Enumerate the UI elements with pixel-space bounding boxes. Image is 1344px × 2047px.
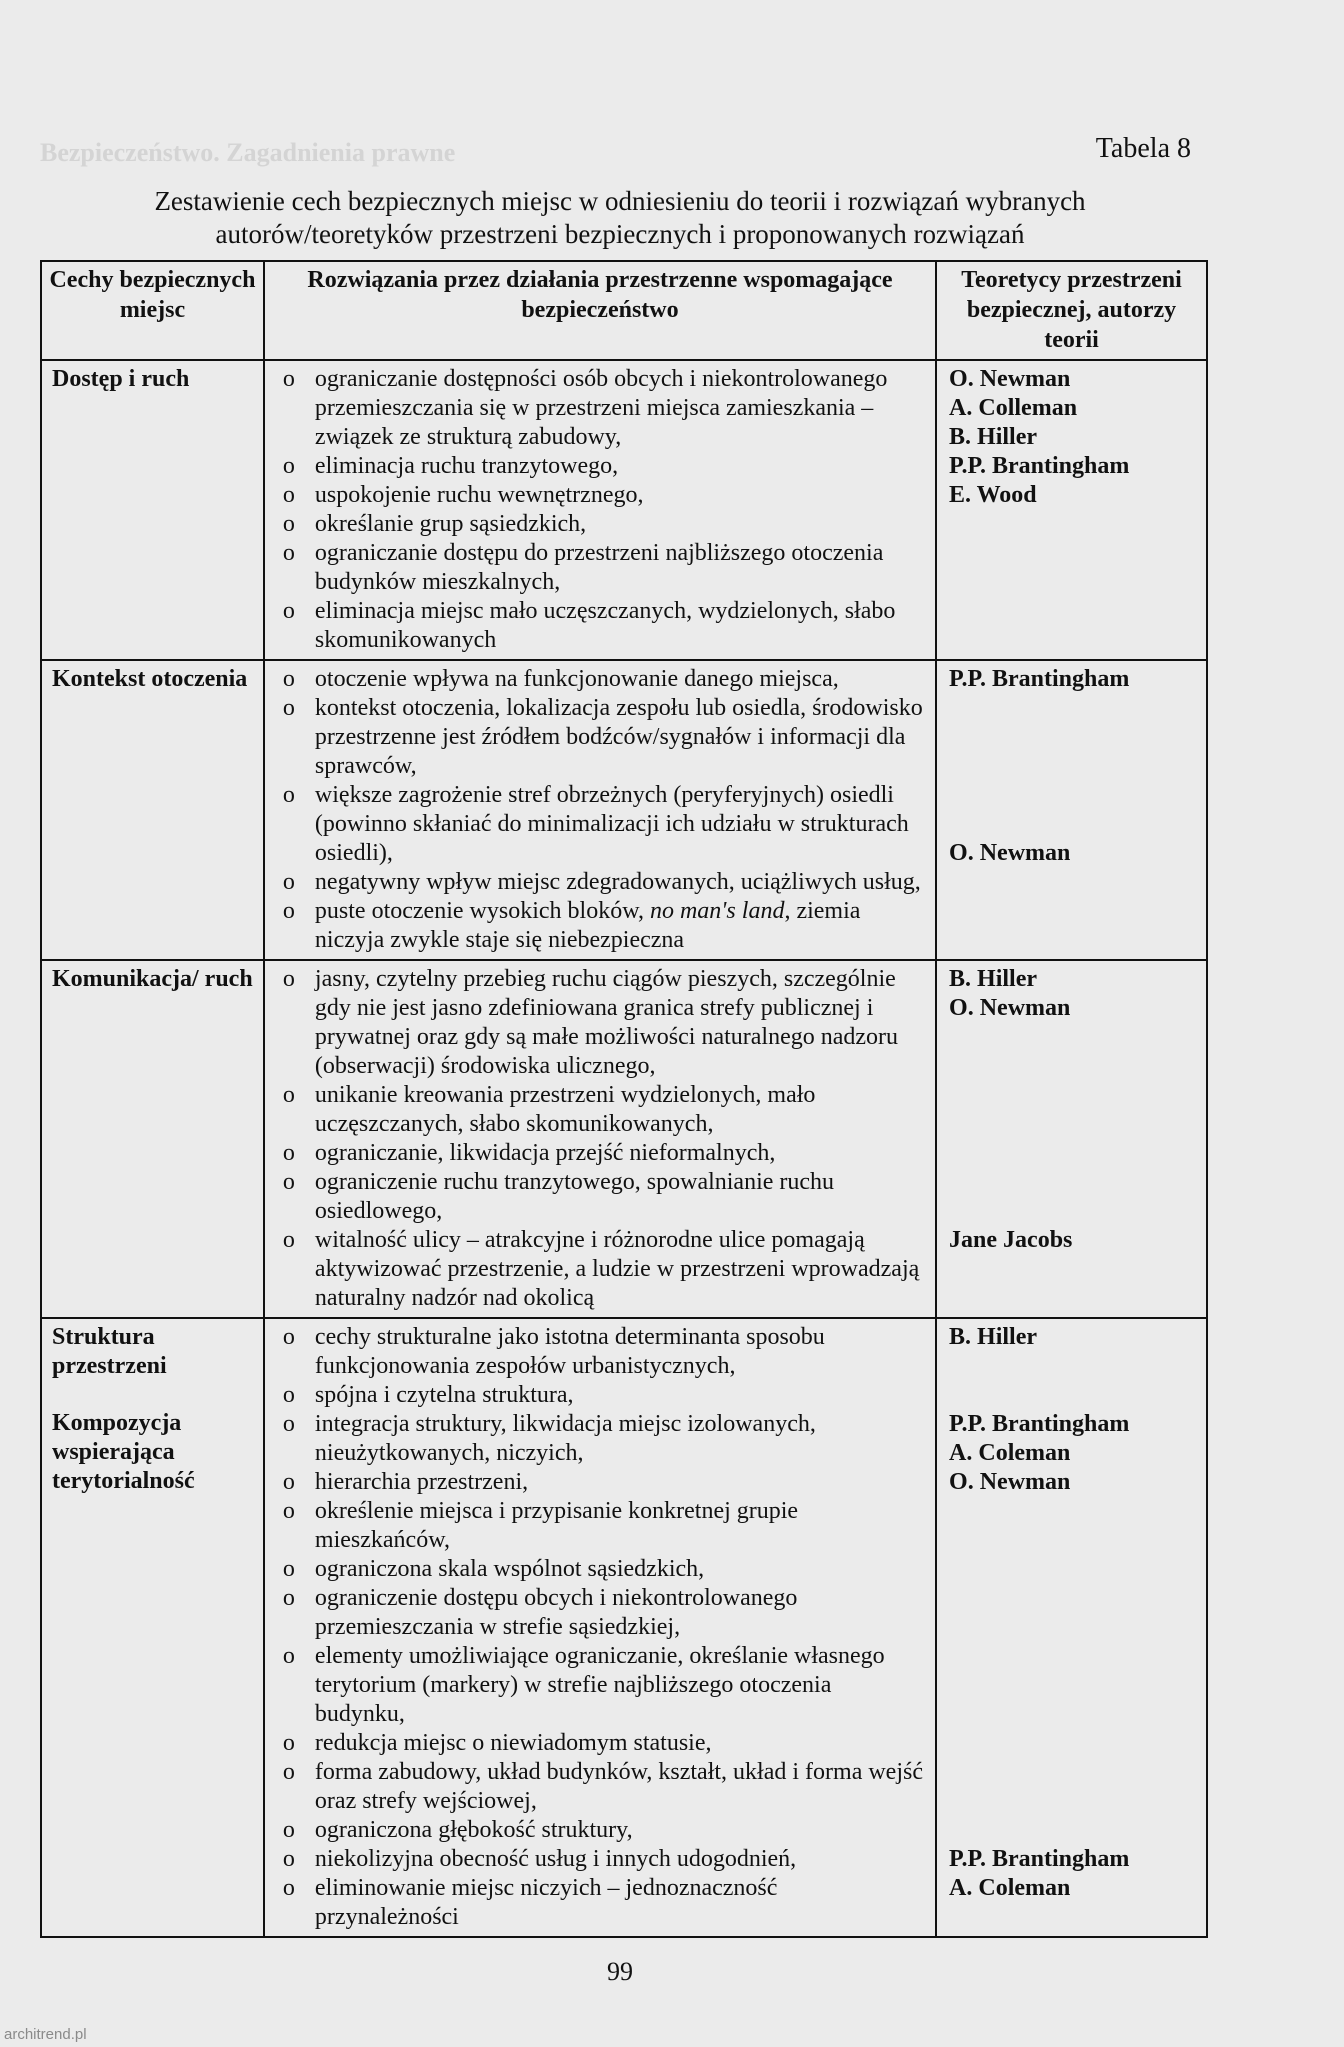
italic-phrase: no man's land — [649, 898, 785, 924]
author-name: P.P. Brantingham — [949, 1411, 1130, 1437]
row-solutions — [264, 660, 936, 960]
row-authors — [936, 360, 1207, 660]
row-authors — [936, 1318, 1207, 1937]
list-item: o elementy umożliwiające ograniczanie, określanie własnego terytorium (markery) w strefie najbliższego otoczenia budynku, — [265, 1642, 927, 1729]
header-solutions: Rozwiązania przez działania przestrzenne wspomagające bezpieczeństwo — [264, 261, 936, 360]
author-spacer — [949, 1352, 1194, 1410]
list-item: o eliminacja ruchu tranzytowego, — [265, 452, 927, 481]
row-category: Komunikacja/ ruch — [41, 960, 264, 1318]
table-row — [41, 360, 1207, 660]
list-item: o redukcja miejsc o niewiadomym statusie, — [265, 1729, 927, 1758]
list-item: o określanie grup sąsiedzkich, — [265, 510, 927, 539]
author-spacer — [949, 694, 1194, 839]
author-spacer — [949, 1023, 1194, 1226]
list-item: o niekolizyjna obecność usług i innych udogodnień, — [265, 1845, 927, 1874]
table-row — [41, 960, 1207, 1318]
list-item: o hierarchia przestrzeni, — [265, 1468, 927, 1497]
list-item: o ograniczanie, likwidacja przejść nieformalnych, — [265, 1139, 927, 1168]
page-number: 99 — [607, 1957, 633, 1986]
author-name: P.P. Brantingham — [949, 453, 1130, 479]
list-item: o jasny, czytelny przebieg ruchu ciągów pieszych, szczególnie gdy nie jest jasno zdefiniowana granica strefy publicznej i prywatnej oraz gdy są małe możliwości naturalnego nadzoru (obserwacji) środowiska ulicznego, — [265, 965, 927, 1081]
row-category — [41, 1318, 264, 1937]
author-name: O. Newman — [949, 366, 1071, 392]
watermark: architrend.pl — [4, 2026, 87, 2043]
list-item: o forma zabudowy, układ budynków, kształt, układ i forma wejść oraz strefy wejściowej, — [265, 1758, 927, 1816]
list-item: o eliminowanie miejsc niczyich – jednoznaczność przynależności — [265, 1874, 927, 1932]
author-name: B. Hiller — [949, 424, 1038, 450]
row-solutions — [264, 360, 936, 660]
row-authors — [936, 960, 1207, 1318]
author-name: B. Hiller — [949, 966, 1038, 992]
list-item: o eliminacja miejsc mało uczęszczanych, wydzielonych, słabo skomunikowanych — [265, 597, 927, 655]
row-category: Kontekst otoczenia — [41, 660, 264, 960]
list-item: o cechy strukturalne jako istotna determinanta sposobu funkcjonowania zespołów urbanistycznych, — [265, 1323, 927, 1381]
list-item: o otoczenie wpływa na funkcjonowanie danego miejsca, — [265, 665, 927, 694]
list-item: o negatywny wpływ miejsc zdegradowanych, uciążliwych usług, — [265, 868, 927, 897]
row-solutions — [264, 960, 936, 1318]
list-item: o integracja struktury, likwidacja miejsc izolowanych, nieużytkowanych, niczyich, — [265, 1410, 927, 1468]
list-item: o ograniczanie dostępu do przestrzeni najbliższego otoczenia budynków mieszkalnych, — [265, 539, 927, 597]
author-name: O. Newman — [949, 840, 1071, 866]
table-caption: Zestawienie cech bezpiecznych miejsc w odniesieniu do teorii i rozwiązań wybranych autorów/teoretyków przestrzeni bezpiecznych i proponowanych rozwiązań — [154, 186, 1086, 249]
author-name: B. Hiller — [949, 1324, 1038, 1350]
author-name: O. Newman — [949, 995, 1071, 1021]
list-item: o ograniczenie ruchu tranzytowego, spowalnianie ruchu osiedlowego, — [265, 1168, 927, 1226]
author-name: Jane Jacobs — [949, 1227, 1073, 1253]
row-category: Dostęp i ruch — [41, 360, 264, 660]
author-name: P.P. Brantingham — [949, 1846, 1130, 1872]
author-name: O. Newman — [949, 1469, 1071, 1495]
table-row — [41, 1318, 1207, 1937]
features-table — [40, 260, 1208, 1938]
category-structure: Struktura przestrzeni — [52, 1324, 167, 1379]
list-item: o uspokojenie ruchu wewnętrznego, — [265, 481, 927, 510]
list-item: o większe zagrożenie stref obrzeżnych (peryferyjnych) osiedli (powinno skłaniać do minimalizacji ich udziału w strukturach osiedli), — [265, 781, 927, 868]
list-item: o unikanie kreowania przestrzeni wydzielonych, mało uczęszczanych, słabo skomunikowanych, — [265, 1081, 927, 1139]
author-name: A. Colleman — [949, 395, 1078, 421]
author-name: E. Wood — [949, 482, 1037, 508]
list-item: o kontekst otoczenia, lokalizacja zespołu lub osiedla, środowisko przestrzenne jest źródłem bodźców/sygnałów i informacji dla sprawców, — [265, 694, 927, 781]
row-solutions — [264, 1318, 936, 1937]
list-item: o ograniczona głębokość struktury, — [265, 1816, 927, 1845]
list-item: o witalność ulicy – atrakcyjne i różnorodne ulice pomagają aktywizować przestrzenie, a ludzie w przestrzeni wprowadzają naturalny nadzór nad okolicą — [265, 1226, 927, 1313]
list-item: o spójna i czytelna struktura, — [265, 1381, 927, 1410]
category-spacer — [52, 1381, 253, 1409]
author-name: A. Coleman — [949, 1440, 1071, 1466]
author-name: A. Coleman — [949, 1875, 1071, 1901]
background-header-ghost: Bezpieczeństwo. Zagadnienia prawne — [40, 138, 456, 167]
table-number: Tabela 8 — [1095, 133, 1191, 164]
list-item: o ograniczona skala wspólnot sąsiedzkich, — [265, 1555, 927, 1584]
category-composition: Kompozycja wspierająca terytorialność — [52, 1410, 195, 1494]
list-item: o ograniczenie dostępu obcych i niekontrolowanego przemieszczania w strefie sąsiedzkiej, — [265, 1584, 927, 1642]
author-spacer — [949, 1497, 1194, 1845]
author-name: P.P. Brantingham — [949, 666, 1130, 692]
header-theorists: Teoretycy przestrzeni bezpiecznej, autorzy teorii — [936, 261, 1207, 360]
list-item: o puste otoczenie wysokich bloków, no man's land, ziemia niczyja zwykle staje się niebezpieczna — [265, 897, 927, 955]
table-row — [41, 660, 1207, 960]
table-header-row — [41, 261, 1207, 360]
list-item: o ograniczanie dostępności osób obcych i niekontrolowanego przemieszczania się w przestrzeni miejsca zamieszkania – związek ze strukturą zabudowy, — [265, 365, 927, 452]
header-features: Cechy bezpiecznych miejsc — [41, 261, 264, 360]
list-item: o określenie miejsca i przypisanie konkretnej grupie mieszkańców, — [265, 1497, 927, 1555]
row-authors — [936, 660, 1207, 960]
